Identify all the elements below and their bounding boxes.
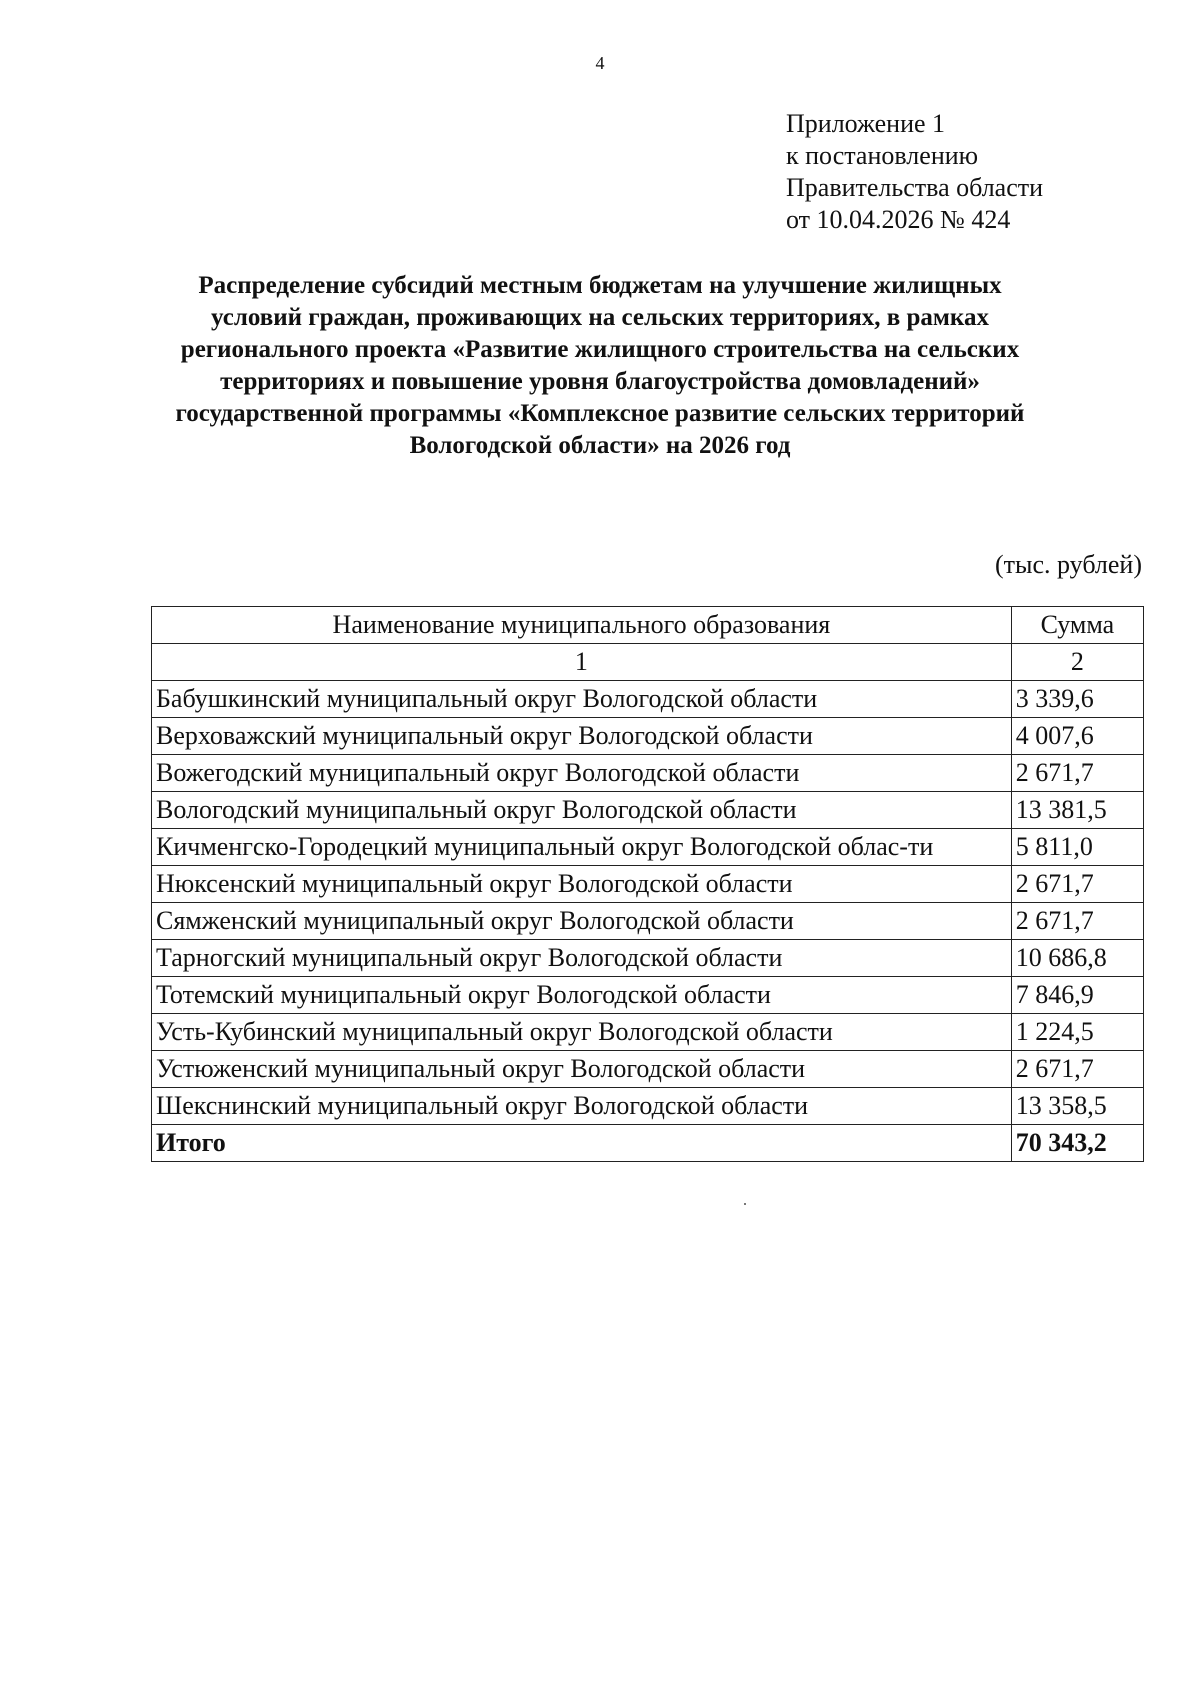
total-sum: 70 343,2 [1011,1125,1143,1162]
subsidy-sum: 10 686,8 [1011,940,1143,977]
municipality-name: Усть-Кубинский муниципальный округ Вологодской области [152,1014,1012,1051]
units-label: (тыс. рублей) [994,550,1142,579]
subsidy-sum: 13 381,5 [1011,792,1143,829]
subsidy-sum: 5 811,0 [1011,829,1143,866]
appendix-line: Приложение 1 [786,109,946,138]
total-label: Итого [152,1125,1012,1162]
appendix-line: к постановлению [786,141,979,170]
municipality-name: Нюксенский муниципальный округ Вологодской области [152,866,1012,903]
table-row [152,829,1144,866]
page-number: 4 [595,53,605,73]
subsidy-sum: 3 339,6 [1011,681,1143,718]
table-row [152,903,1144,940]
title-line: Вологодской области» на 2026 год [409,432,791,459]
subsidy-sum: 2 671,7 [1011,866,1143,903]
subsidies-table [151,606,1144,1162]
header-sum: Сумма [1011,607,1143,644]
subsidy-sum: 1 224,5 [1011,1014,1143,1051]
column-number-row [152,644,1144,681]
table-row [152,755,1144,792]
title-line: государственной программы «Комплексное развитие сельских территорий [175,400,1025,427]
subsidy-sum: 7 846,9 [1011,977,1143,1014]
municipality-name: Вологодский муниципальный округ Вологодской области [152,792,1012,829]
scan-dot [744,1203,746,1205]
table-row [152,792,1144,829]
municipality-name: Устюженский муниципальный округ Вологодской области [152,1051,1012,1088]
municipality-name: Сямженский муниципальный округ Вологодской области [152,903,1012,940]
municipality-name: Верховажский муниципальный округ Вологодской области [152,718,1012,755]
appendix-block [786,108,1043,236]
subsidy-sum: 2 671,7 [1011,755,1143,792]
column-number: 2 [1011,644,1143,681]
table-row [152,1051,1144,1088]
appendix-line: от 10.04.2026 № 424 [786,205,1011,234]
table-header-row [152,607,1144,644]
subsidy-sum: 4 007,6 [1011,718,1143,755]
municipality-name: Шекснинский муниципальный округ Вологодской области [152,1088,1012,1125]
municipality-name: Тотемский муниципальный округ Вологодской области [152,977,1012,1014]
total-row [152,1125,1144,1162]
municipality-name: Вожегодский муниципальный округ Вологодской области [152,755,1012,792]
table-row [152,718,1144,755]
municipality-name: Бабушкинский муниципальный округ Вологодской области [152,681,1012,718]
title-line: условий граждан, проживающих на сельских территориях, в рамках [211,304,989,331]
column-number: 1 [152,644,1012,681]
title-line: Распределение субсидий местным бюджетам на улучшение жилищных [198,272,1002,299]
table-row [152,866,1144,903]
subsidy-sum: 2 671,7 [1011,903,1143,940]
municipality-name: Тарногский муниципальный округ Вологодской области [152,940,1012,977]
table-row [152,1088,1144,1125]
document-title [120,270,1080,462]
table-row [152,940,1144,977]
subsidy-sum: 2 671,7 [1011,1051,1143,1088]
appendix-line: Правительства области [786,173,1044,202]
title-line: регионального проекта «Развитие жилищного строительства на сельских [180,336,1020,363]
header-municipality: Наименование муниципального образования [152,607,1012,644]
table-row [152,977,1144,1014]
table-row [152,681,1144,718]
table-row [152,1014,1144,1051]
subsidy-sum: 13 358,5 [1011,1088,1143,1125]
municipality-name: Кичменгско-Городецкий муниципальный округ Вологодской облас-ти [152,829,1012,866]
title-line: территориях и повышение уровня благоустройства домовладений» [220,368,980,395]
